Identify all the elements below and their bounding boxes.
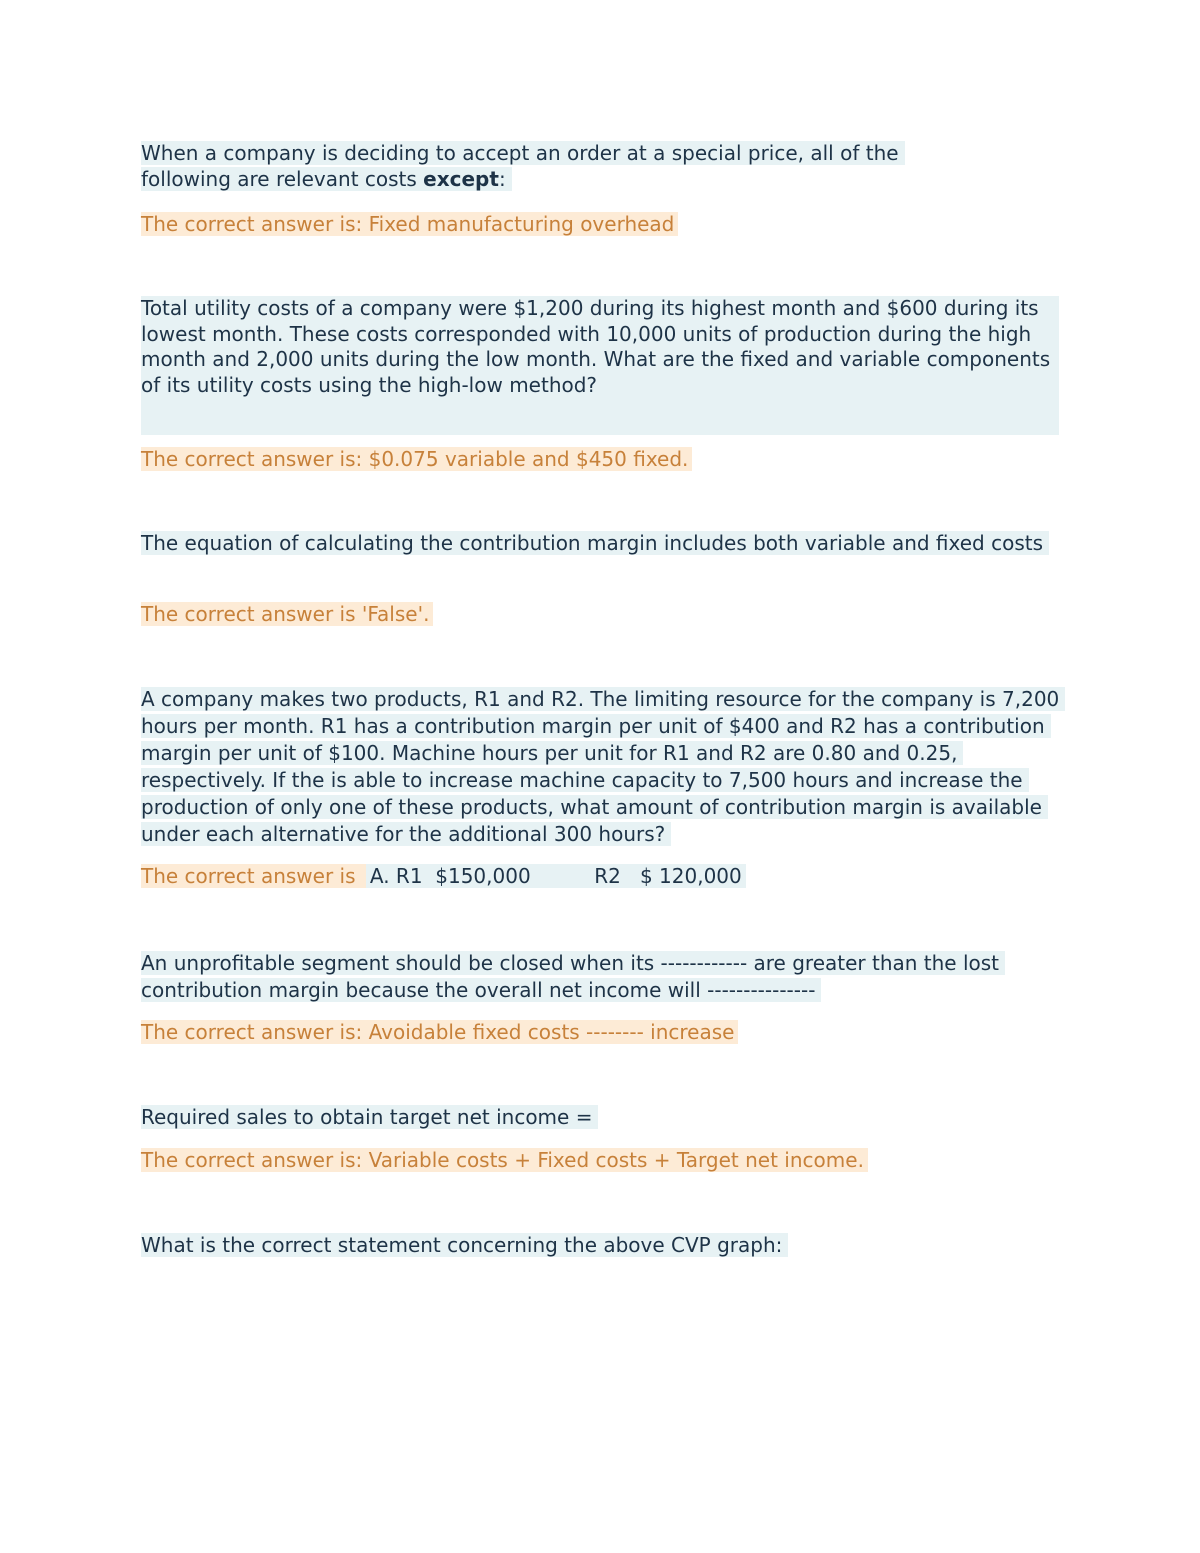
question-5-text: An unprofitable segment should be closed when its ------------ are greater than the lost contribution margin because the overall net income will --------------- xyxy=(141,951,1005,1002)
question-1 xyxy=(141,141,971,192)
answer-4 xyxy=(141,863,746,889)
answer-1-text: The correct answer is: Fixed manufacturing overhead xyxy=(141,212,678,236)
answer-2-text: The correct answer is: $0.075 variable and $450 fixed. xyxy=(141,447,692,471)
question-7-text: What is the correct statement concerning the above CVP graph: xyxy=(141,1233,788,1257)
answer-4-prefix: The correct answer is xyxy=(141,864,366,888)
question-3-text: The equation of calculating the contribution margin includes both variable and fixed costs xyxy=(141,531,1049,555)
answer-5 xyxy=(141,1019,738,1045)
question-1-emphasis: except xyxy=(423,166,499,191)
answer-3 xyxy=(141,601,433,627)
question-4-text: A company makes two products, R1 and R2. The limiting resource for the company is 7,200 hours per month. R1 has a contribution margin per unit of $400 and R2 has a contribution margin per unit of $100. Machine hours per unit for R1 and R2 are 0.80 and 0.25, respectively. If the is able to increase machine capacity to 7,500 hours and increase the production of only one of these products, what amount of contribution margin is available under each alternative for the additional 300 hours? xyxy=(141,687,1065,846)
answer-4-choice: A. R1 $150,000 R2 $ 120,000 xyxy=(366,864,746,888)
answer-5-text: The correct answer is: Avoidable fixed costs -------- increase xyxy=(141,1020,738,1044)
question-6-text: Required sales to obtain target net income = xyxy=(141,1105,598,1129)
question-6 xyxy=(141,1105,598,1131)
answer-3-text: The correct answer is 'False'. xyxy=(141,602,433,626)
question-4 xyxy=(141,686,1061,848)
question-1-suffix: : xyxy=(498,166,506,191)
answer-6-text: The correct answer is: Variable costs + Fixed costs + Target net income. xyxy=(141,1148,868,1172)
answer-2 xyxy=(141,446,692,472)
question-2 xyxy=(141,296,1053,398)
answer-1 xyxy=(141,211,678,237)
question-2-text: Total utility costs of a company were $1,200 during its highest month and $600 during its lowest month. These costs corresponded with 10,000 units of production during the high month and 2,000 units during the low month. What are the fixed and variable components of its utility costs using the high-low method? xyxy=(141,296,1051,397)
question-7 xyxy=(141,1233,788,1259)
question-1-text: When a company is deciding to accept an order at a special price, all of the following are relevant costs xyxy=(141,141,899,191)
question-5 xyxy=(141,950,1041,1004)
question-3 xyxy=(141,531,1061,557)
answer-6 xyxy=(141,1147,868,1173)
